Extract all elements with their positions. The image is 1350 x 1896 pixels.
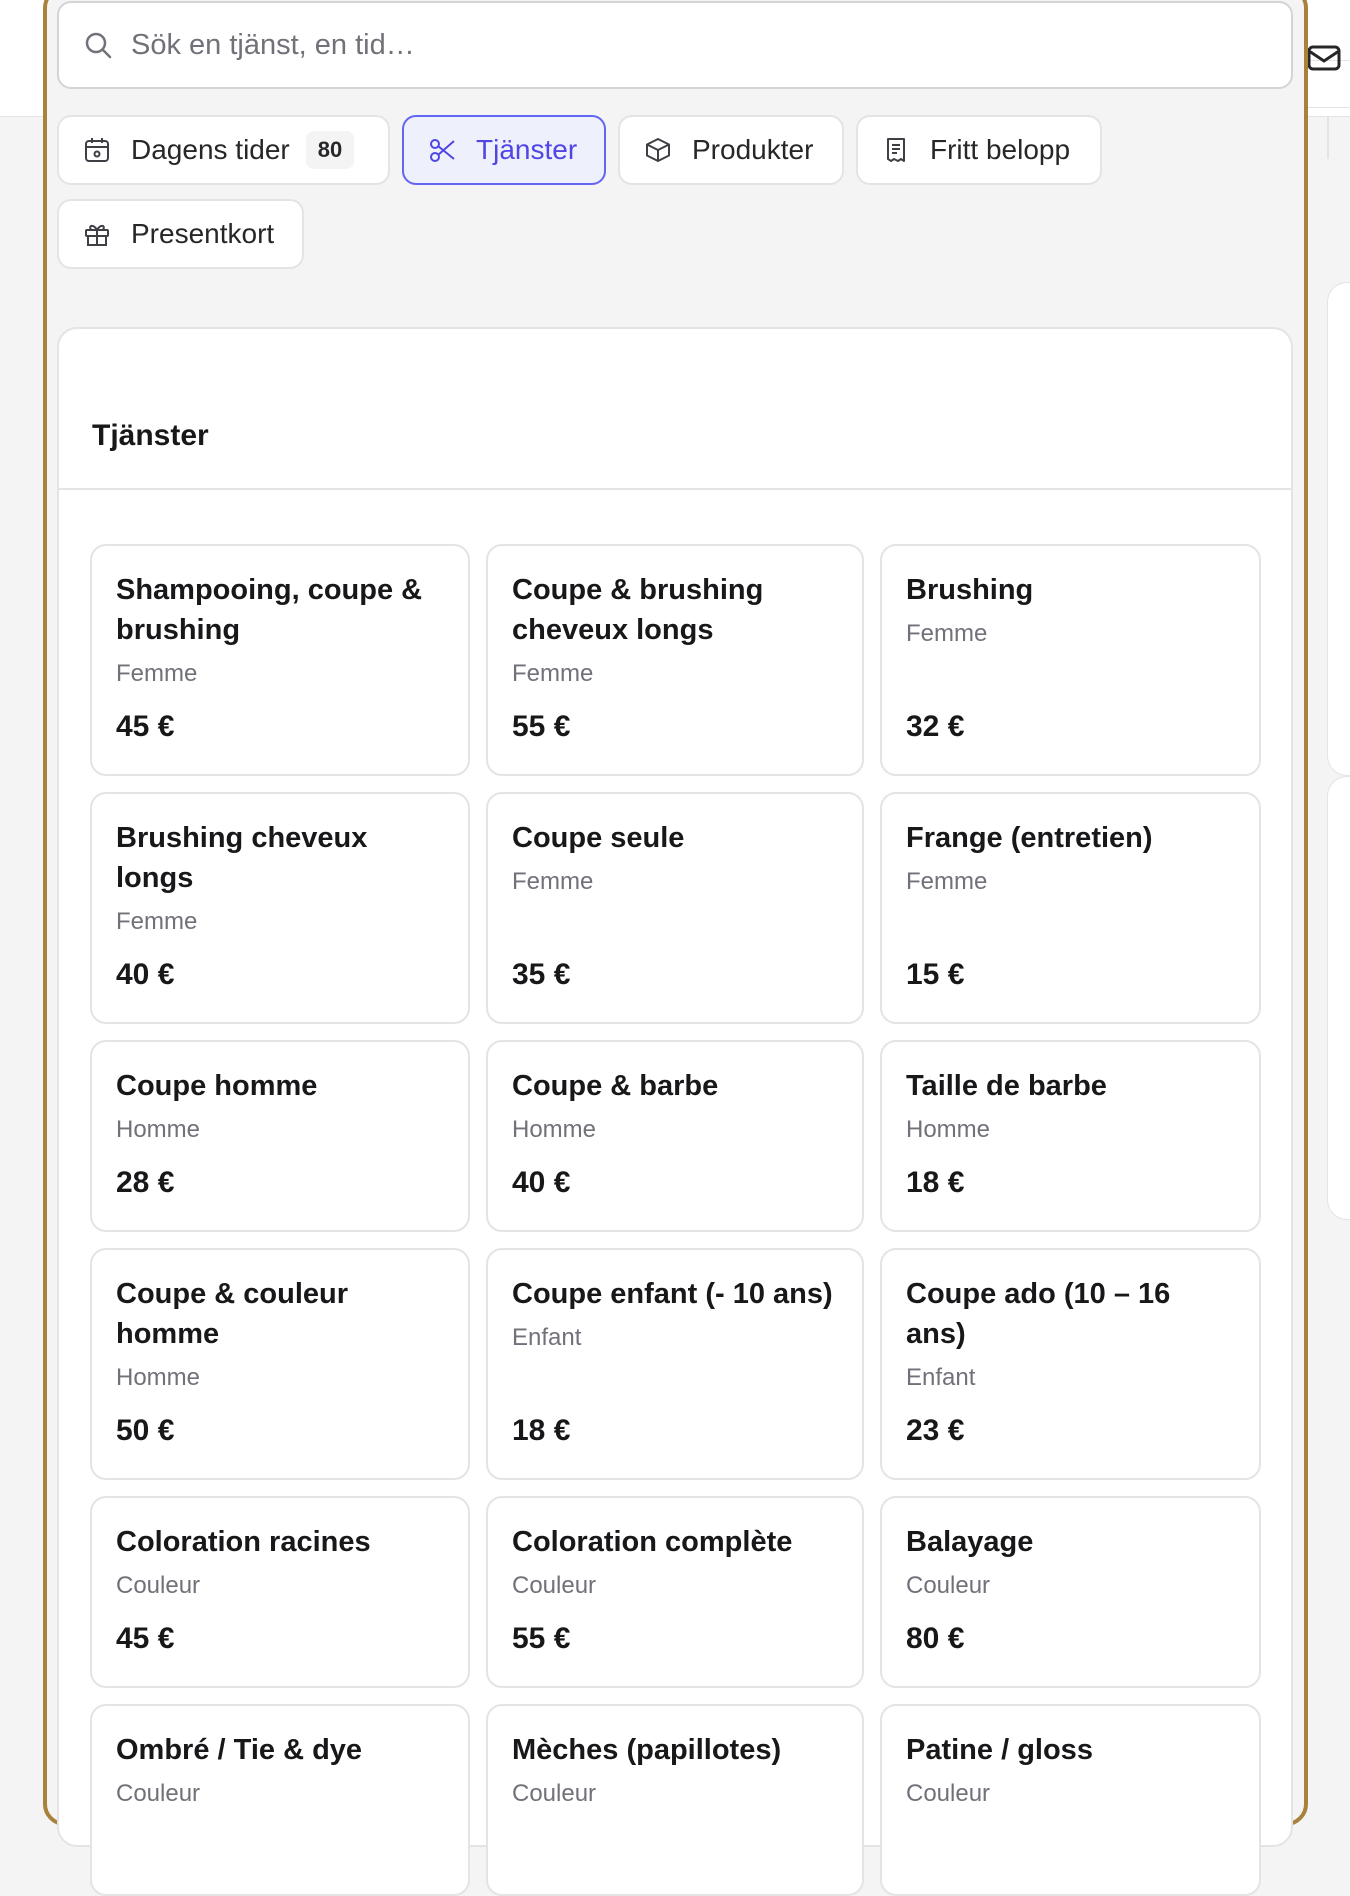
service-category: Homme	[116, 1116, 201, 1143]
service-card[interactable]	[486, 1704, 864, 1896]
tab-dagens-tider[interactable]	[57, 115, 390, 185]
service-card[interactable]	[880, 1248, 1261, 1480]
service-category: Femme	[116, 908, 198, 935]
side-card	[1327, 776, 1350, 1220]
tab-label: Tjänster	[476, 134, 578, 165]
service-name: Ombré / Tie & dye	[116, 1734, 363, 1766]
tab-label: Produkter	[692, 134, 814, 165]
service-name: Taille de barbe	[906, 1070, 1107, 1102]
service-name: Balayage	[906, 1526, 1034, 1558]
service-card[interactable]	[880, 792, 1261, 1024]
search-icon	[83, 30, 113, 60]
service-price: 23 €	[906, 1414, 965, 1447]
service-card[interactable]	[486, 1496, 864, 1688]
tab-tjanster[interactable]	[402, 115, 606, 185]
service-name: Coloration complète	[512, 1526, 793, 1558]
service-price: 18 €	[906, 1166, 965, 1199]
scissors-icon	[428, 136, 456, 164]
service-card[interactable]	[486, 544, 864, 776]
service-category: Femme	[906, 868, 988, 895]
service-price: 80 €	[906, 1622, 965, 1655]
service-price: 40 €	[116, 958, 175, 991]
service-name: Coupe & barbe	[512, 1070, 719, 1102]
side-card	[1327, 282, 1350, 776]
service-name: Mèches (papillotes)	[512, 1734, 782, 1766]
service-card[interactable]	[90, 1248, 470, 1480]
service-name: Coupe enfant (- 10 ans)	[512, 1278, 833, 1310]
tab-produkter[interactable]	[618, 115, 844, 185]
receipt-icon	[882, 136, 910, 164]
service-name: Patine / gloss	[906, 1734, 1093, 1766]
service-card[interactable]	[90, 1496, 470, 1688]
service-price: 50 €	[116, 1414, 175, 1447]
service-name: Brushing cheveux longs	[116, 822, 368, 894]
divider	[59, 488, 1291, 490]
service-card[interactable]	[90, 544, 470, 776]
service-category: Homme	[906, 1116, 991, 1143]
service-category: Femme	[906, 620, 988, 647]
service-price: 55 €	[512, 1622, 571, 1655]
search-bar[interactable]	[57, 1, 1293, 89]
service-card[interactable]	[486, 1248, 864, 1480]
service-category: Couleur	[906, 1780, 991, 1807]
service-name: Frange (entretien)	[906, 822, 1153, 854]
gift-icon	[83, 220, 111, 248]
tab-label: Presentkort	[131, 218, 275, 249]
service-name: Shampooing, coupe & brushing	[116, 574, 423, 646]
service-card[interactable]	[486, 1040, 864, 1232]
calendar-icon	[83, 136, 111, 164]
service-name: Coupe seule	[512, 822, 685, 854]
service-category: Couleur	[906, 1572, 991, 1599]
service-category: Enfant	[512, 1324, 582, 1351]
bg-divider	[1327, 117, 1329, 159]
service-price: 55 €	[512, 710, 571, 743]
service-price: 15 €	[906, 958, 965, 991]
service-card[interactable]	[486, 792, 864, 1024]
service-price: 18 €	[512, 1414, 571, 1447]
service-category: Enfant	[906, 1364, 976, 1391]
service-price: 45 €	[116, 710, 175, 743]
service-price: 32 €	[906, 710, 965, 743]
mail-icon[interactable]	[1306, 44, 1342, 74]
service-name: Coupe & brushing cheveux longs	[512, 574, 764, 646]
service-category: Couleur	[512, 1780, 597, 1807]
service-card[interactable]	[90, 1040, 470, 1232]
service-card[interactable]	[880, 544, 1261, 776]
service-card[interactable]	[90, 1704, 470, 1896]
service-price: 35 €	[512, 958, 571, 991]
service-card[interactable]	[880, 1496, 1261, 1688]
tab-label: Fritt belopp	[930, 134, 1071, 165]
section-title: Tjänster	[92, 419, 209, 452]
service-name: Brushing	[906, 574, 1034, 606]
service-card[interactable]	[90, 792, 470, 1024]
tab-label: Dagens tider	[131, 134, 290, 165]
tab-fritt-belopp[interactable]	[856, 115, 1102, 185]
service-name: Coupe ado (10 – 16 ans)	[906, 1278, 1171, 1350]
service-category: Femme	[512, 868, 594, 895]
service-card[interactable]	[880, 1704, 1261, 1896]
service-price: 45 €	[116, 1622, 175, 1655]
service-category: Couleur	[116, 1780, 201, 1807]
service-name: Coupe homme	[116, 1070, 318, 1102]
service-category: Homme	[512, 1116, 597, 1143]
search-input[interactable]	[131, 29, 1291, 62]
service-price: 28 €	[116, 1166, 175, 1199]
service-category: Homme	[116, 1364, 201, 1391]
service-category: Couleur	[512, 1572, 597, 1599]
service-category: Femme	[512, 660, 594, 687]
tab-presentkort[interactable]	[57, 199, 304, 269]
service-name: Coupe & couleur homme	[116, 1278, 349, 1350]
service-price: 40 €	[512, 1166, 571, 1199]
service-name: Coloration racines	[116, 1526, 371, 1558]
service-category: Femme	[116, 660, 198, 687]
service-category: Couleur	[116, 1572, 201, 1599]
box-icon	[644, 136, 672, 164]
service-card[interactable]	[880, 1040, 1261, 1232]
count-badge: 80	[306, 131, 354, 169]
